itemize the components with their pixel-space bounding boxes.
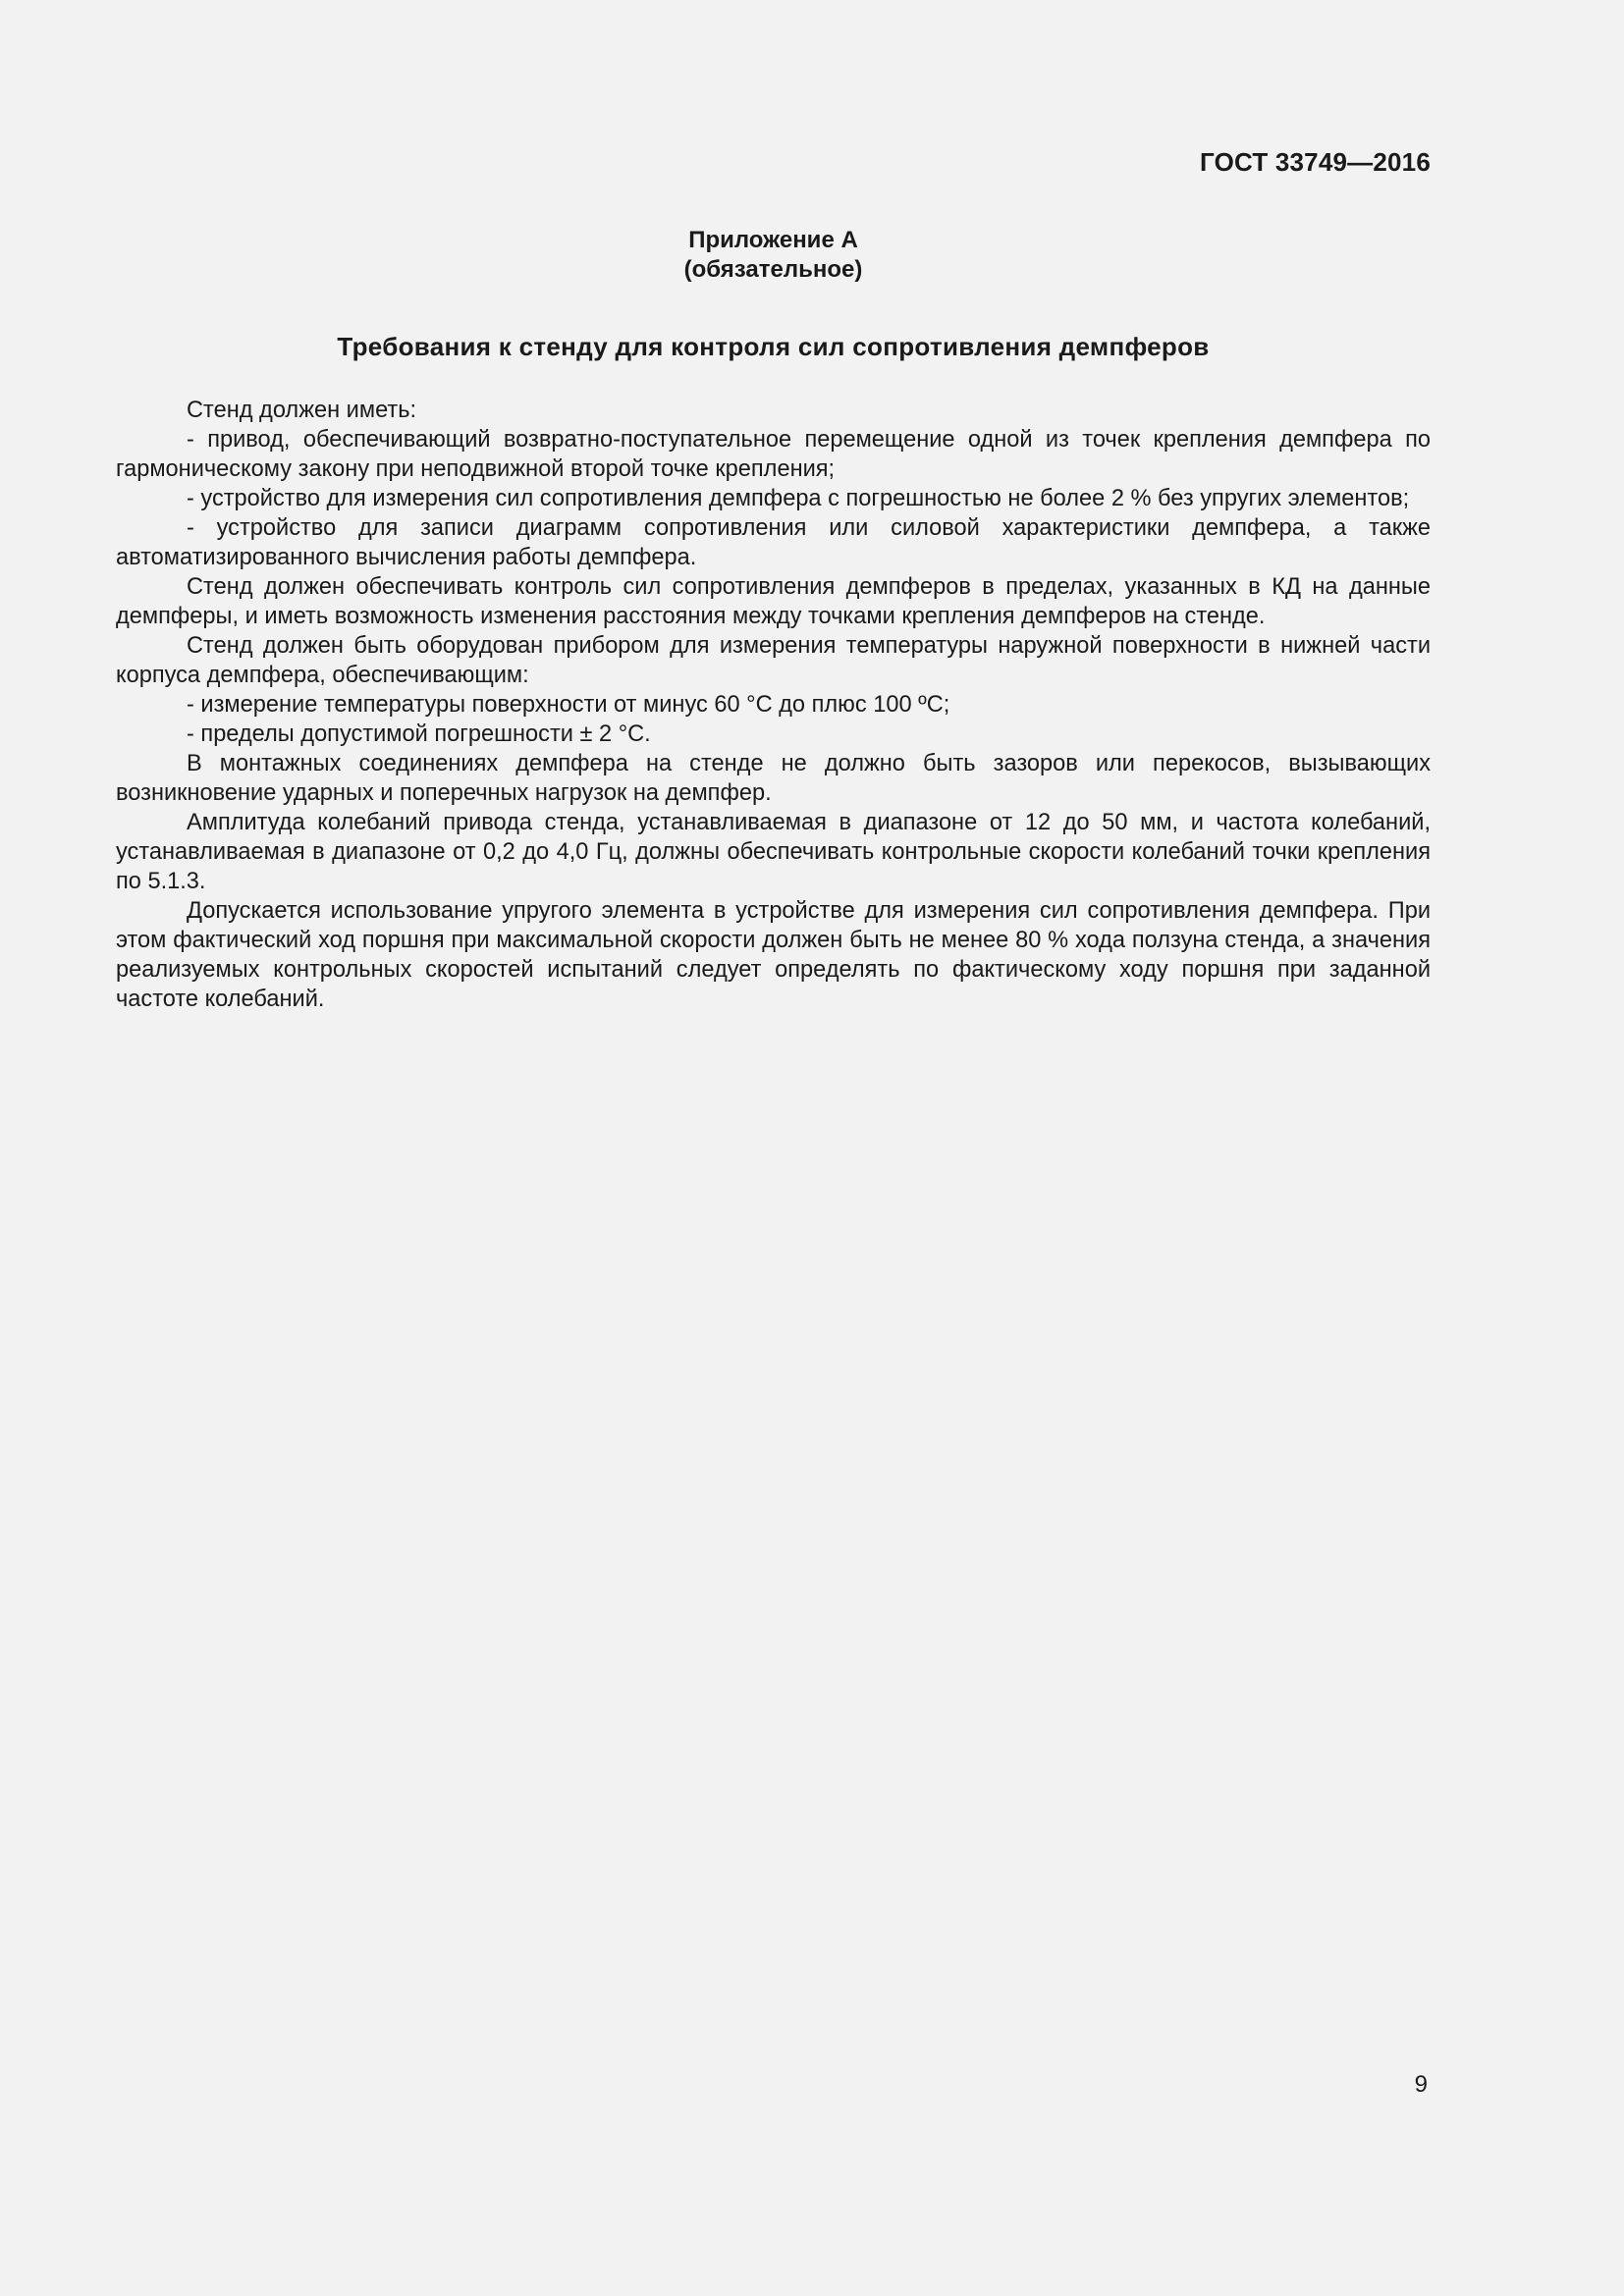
appendix-label: Приложение А: [688, 227, 858, 253]
paragraph: Стенд должен иметь:: [187, 398, 417, 423]
paragraph: Стенд должен быть оборудован прибором для измерения температуры наружной поверхности в нижней части корпуса демпфера, обеспечивающим:: [116, 633, 1431, 688]
paragraph: Стенд должен обеспечивать контроль сил сопротивления демпферов в пределах, указанных в КД на данные демпферы, и иметь возможность изменения расстояния между точками крепления демпферов на стенде.: [116, 574, 1431, 629]
list-item: - пределы допустимой погрешности ± 2 °С.: [187, 721, 651, 747]
list-item: - устройство для записи диаграмм сопротивления или силовой характеристики демпфера, а также автоматизированного вычисления работы демпфера.: [116, 515, 1431, 570]
appendix-status: (обязательное): [683, 256, 863, 283]
document-code: ГОСТ 33749—2016: [1200, 147, 1431, 177]
list-item: - устройство для измерения сил сопротивления демпфера с погрешностью не более 2 % без упругих элементов;: [187, 486, 1410, 511]
paragraph: Допускается использование упругого элемента в устройстве для измерения сил сопротивления демпфера. При этом фактический ход поршня при максимальной скорости должен быть не менее 80 % хода ползуна стенда, а значения реализуемых контрольных скоростей испытаний следует определять по фактическому ходу поршня при заданной частоте колебаний.: [116, 898, 1431, 1012]
paragraph: В монтажных соединениях демпфера на стенде не должно быть зазоров или перекосов, вызывающих возникновение ударных и поперечных нагрузок на демпфер.: [116, 751, 1431, 806]
paragraph: Амплитуда колебаний привода стенда, устанавливаемая в диапазоне от 12 до 50 мм, и частота колебаний, устанавливаемая в диапазоне от 0,2 до 4,0 Гц, должны обеспечивать контрольные скорости колебаний точки крепления по 5.1.3.: [116, 810, 1431, 894]
section-title: Требования к стенду для контроля сил сопротивления демпферов: [337, 332, 1210, 361]
list-item: - привод, обеспечивающий возвратно-поступательное перемещение одной из точек крепления демпфера по гармоническому закону при неподвижной второй точке крепления;: [116, 427, 1431, 482]
body-text: [116, 396, 1431, 1014]
page-number: 9: [1414, 2071, 1428, 2098]
list-item: - измерение температуры поверхности от минус 60 °С до плюс 100 ºС;: [187, 692, 950, 718]
appendix-heading: [0, 226, 1546, 285]
